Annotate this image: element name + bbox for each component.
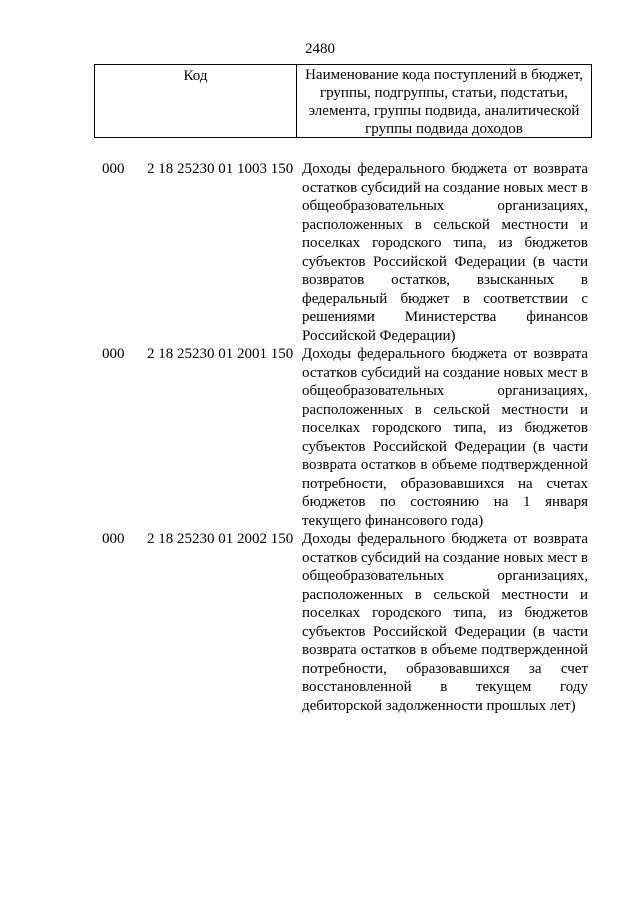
row-admin-code: 000 — [102, 346, 125, 362]
row-income-code: 2 18 25230 01 2002 150 — [147, 531, 294, 547]
row-description: Доходы федерального бюджета от возврата остатков субсидий на создание новых мест в общеобразовательных организациях, расположенных в сельской местности и поселках городского типа, из бюджетов субъектов Российской Федерации (в части возвратов остатков, взысканных в федеральный бюджет в соответствии с решениями Министерства финансов Российской Федерации) — [302, 161, 588, 344]
row-description: Доходы федерального бюджета от возврата остатков субсидий на создание новых мест в общеобразовательных организациях, расположенных в сельской местности и поселках городского типа, из бюджетов субъектов Российской Федерации (в части возврата остатков в объеме подтвержденной потребности, образовавшихся за счет восстановленной в текущем году дебиторской задолженности прошлых лет) — [302, 531, 588, 714]
table-row — [0, 530, 640, 715]
page-number: 2480 — [305, 41, 335, 57]
table-row — [0, 345, 640, 530]
header-code-column: Код — [95, 65, 297, 137]
header-name-column: Наименование кода поступлений в бюджет, группы, подгруппы, статьи, подстатьи, элемента, группы подвида, аналитической группы подвида доходов — [305, 67, 583, 137]
table-header — [94, 64, 592, 138]
row-description: Доходы федерального бюджета от возврата остатков субсидий на создание новых мест в общеобразовательных организациях, расположенных в сельской местности и поселках городского типа, из бюджетов субъектов Российской Федерации (в части возврата остатков в объеме подтвержденной потребности, образовавшихся на счетах бюджетов по состоянию на 1 января текущего финансового года) — [302, 346, 588, 529]
row-income-code: 2 18 25230 01 1003 150 — [147, 161, 294, 177]
row-admin-code: 000 — [102, 161, 125, 177]
income-code-list — [0, 160, 640, 715]
table-row — [0, 160, 640, 345]
row-admin-code: 000 — [102, 531, 125, 547]
row-income-code: 2 18 25230 01 2001 150 — [147, 346, 294, 362]
